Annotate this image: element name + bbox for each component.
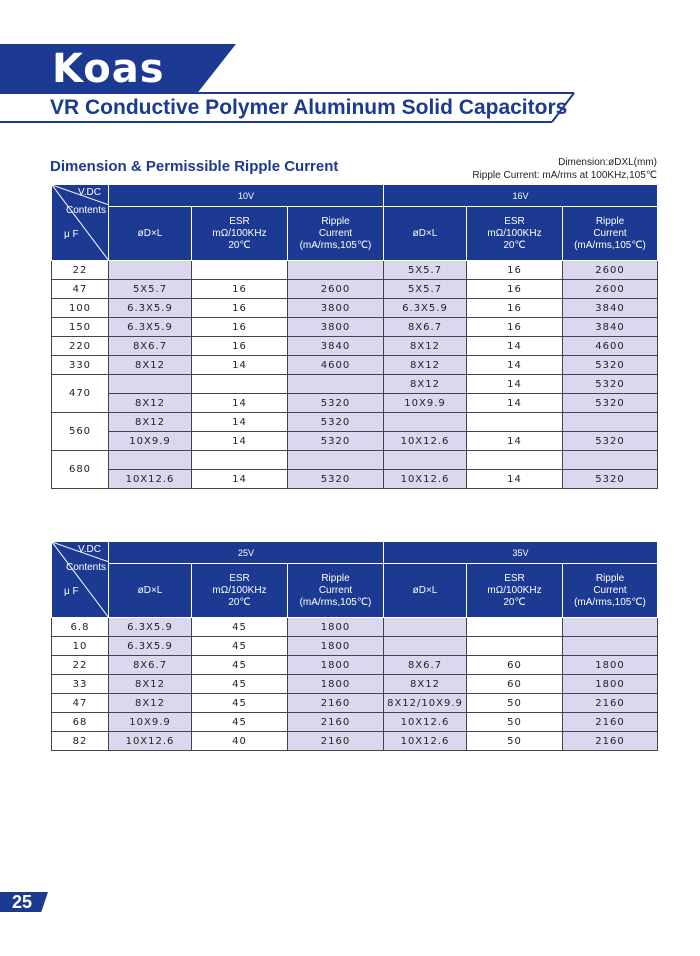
dimension-cell: 6.3X5.9 bbox=[384, 299, 467, 318]
esr-cell: 45 bbox=[192, 694, 288, 713]
esr-cell: 60 bbox=[467, 656, 563, 675]
esr-label: ESR bbox=[229, 215, 250, 227]
esr-unit: mΩ/100KHz bbox=[487, 584, 542, 596]
col-header-ripple bbox=[563, 564, 658, 618]
esr-cell: 14 bbox=[192, 356, 288, 375]
ripple-label: Ripple bbox=[321, 215, 350, 227]
ripple-cell: 2160 bbox=[563, 732, 658, 751]
ripple-cell: 1800 bbox=[563, 656, 658, 675]
esr-cell: 40 bbox=[192, 732, 288, 751]
table-row bbox=[52, 280, 658, 299]
esr-temp: 20℃ bbox=[503, 239, 526, 251]
dimension-cell: 8X6.7 bbox=[384, 318, 467, 337]
esr-cell bbox=[192, 261, 288, 280]
capacitance-cell: 82 bbox=[52, 732, 109, 751]
capacitance-cell: 47 bbox=[52, 694, 109, 713]
corner-vdc-label: V.DC bbox=[78, 544, 101, 555]
esr-label: ESR bbox=[229, 572, 250, 584]
voltage-header: 10V bbox=[109, 185, 384, 207]
col-header-esr bbox=[192, 207, 288, 261]
voltage-header: 25V bbox=[109, 542, 384, 564]
col-header-esr bbox=[467, 207, 563, 261]
esr-temp: 20℃ bbox=[228, 596, 251, 608]
esr-cell: 14 bbox=[467, 337, 563, 356]
table-row bbox=[52, 675, 658, 694]
spec-note bbox=[472, 156, 657, 182]
esr-label: ESR bbox=[504, 215, 525, 227]
capacitance-cell: 22 bbox=[52, 656, 109, 675]
esr-cell: 14 bbox=[192, 413, 288, 432]
dimension-cell bbox=[109, 451, 192, 470]
esr-cell bbox=[467, 618, 563, 637]
col-header-dimension: øD×L bbox=[384, 564, 467, 618]
capacitance-cell: 100 bbox=[52, 299, 109, 318]
ripple-label: Ripple bbox=[595, 572, 625, 584]
dimension-cell: 10X12.6 bbox=[384, 470, 467, 489]
voltage-header: 35V bbox=[384, 542, 658, 564]
dimension-cell: 5X5.7 bbox=[384, 261, 467, 280]
ripple-cell: 1800 bbox=[563, 675, 658, 694]
dimension-cell: 10X12.6 bbox=[109, 470, 192, 489]
capacitance-cell: 10 bbox=[52, 637, 109, 656]
esr-unit: mΩ/100KHz bbox=[212, 584, 267, 596]
spec-table-25v-35v bbox=[51, 541, 658, 751]
spec-table-10v-16v bbox=[51, 184, 658, 489]
esr-cell: 14 bbox=[467, 394, 563, 413]
capacitance-cell: 150 bbox=[52, 318, 109, 337]
capacitance-cell: 33 bbox=[52, 675, 109, 694]
ripple-cell bbox=[563, 618, 658, 637]
ripple-cell bbox=[563, 451, 658, 470]
ripple-cell: 5320 bbox=[563, 470, 658, 489]
dimension-cell: 8X12 bbox=[384, 337, 467, 356]
ripple-cell: 5320 bbox=[563, 375, 658, 394]
esr-cell bbox=[467, 451, 563, 470]
dimension-cell bbox=[384, 637, 467, 656]
esr-unit: mΩ/100KHz bbox=[487, 227, 542, 239]
note-dimension: Dimension:øDXL(mm) bbox=[558, 157, 657, 168]
esr-cell: 14 bbox=[467, 432, 563, 451]
dimension-cell: 10X12.6 bbox=[109, 732, 192, 751]
col-header-dimension: øD×L bbox=[109, 564, 192, 618]
col-header-ripple bbox=[288, 207, 384, 261]
corner-contents-label: Contents bbox=[66, 205, 107, 216]
ripple-cell: 2160 bbox=[288, 732, 384, 751]
table-row bbox=[52, 432, 658, 451]
dimension-cell: 10X9.9 bbox=[384, 394, 467, 413]
esr-temp: 20℃ bbox=[503, 596, 526, 608]
esr-cell: 45 bbox=[192, 713, 288, 732]
dimension-cell: 8X6.7 bbox=[109, 337, 192, 356]
dimension-cell bbox=[384, 413, 467, 432]
esr-cell: 14 bbox=[192, 470, 288, 489]
dimension-cell: 8X12 bbox=[109, 356, 192, 375]
corner-uf-label: μ F bbox=[64, 229, 79, 240]
table-corner-header bbox=[52, 542, 109, 618]
ripple-unit: (mA/rms,105℃) bbox=[299, 596, 372, 608]
ripple-cell: 1800 bbox=[288, 675, 384, 694]
corner-uf-label: μ F bbox=[64, 586, 79, 597]
ripple-label: Ripple bbox=[321, 572, 350, 584]
table-row bbox=[52, 299, 658, 318]
table-row bbox=[52, 318, 658, 337]
esr-cell: 45 bbox=[192, 618, 288, 637]
esr-cell bbox=[467, 413, 563, 432]
ripple-cell bbox=[563, 413, 658, 432]
ripple-unit: (mA/rms,105℃) bbox=[299, 239, 372, 251]
col-header-dimension: øD×L bbox=[109, 207, 192, 261]
dimension-cell: 8X12 bbox=[109, 394, 192, 413]
corner-vdc-label: V.DC bbox=[78, 187, 101, 198]
table-row bbox=[52, 637, 658, 656]
esr-cell: 45 bbox=[192, 675, 288, 694]
col-header-ripple bbox=[288, 564, 384, 618]
title-bottom-rule bbox=[0, 121, 552, 123]
capacitance-cell: 470 bbox=[52, 375, 109, 413]
esr-cell: 14 bbox=[467, 356, 563, 375]
table-row bbox=[52, 337, 658, 356]
dimension-cell: 8X12 bbox=[109, 694, 192, 713]
dimension-cell: 8X6.7 bbox=[109, 656, 192, 675]
ripple-cell: 1800 bbox=[288, 637, 384, 656]
col-header-ripple bbox=[563, 207, 658, 261]
dimension-cell bbox=[384, 618, 467, 637]
dimension-cell: 10X9.9 bbox=[109, 432, 192, 451]
esr-cell: 45 bbox=[192, 656, 288, 675]
ripple-cell: 3800 bbox=[288, 318, 384, 337]
esr-cell: 16 bbox=[192, 299, 288, 318]
title-top-rule bbox=[0, 92, 574, 94]
ripple-cell: 2600 bbox=[563, 280, 658, 299]
dimension-cell: 8X12 bbox=[384, 675, 467, 694]
table-row bbox=[52, 732, 658, 751]
esr-cell: 45 bbox=[192, 637, 288, 656]
ripple-cell: 3840 bbox=[563, 299, 658, 318]
capacitance-cell: 220 bbox=[52, 337, 109, 356]
dimension-cell: 6.3X5.9 bbox=[109, 318, 192, 337]
ripple-label-2: Current bbox=[593, 227, 627, 239]
voltage-header: 16V bbox=[384, 185, 658, 207]
table-row bbox=[52, 656, 658, 675]
ripple-cell: 5320 bbox=[288, 470, 384, 489]
page-number: 25 bbox=[12, 892, 33, 912]
esr-cell: 16 bbox=[467, 299, 563, 318]
ripple-cell: 3840 bbox=[563, 318, 658, 337]
capacitance-cell: 330 bbox=[52, 356, 109, 375]
esr-cell: 16 bbox=[467, 318, 563, 337]
dimension-cell: 8X12 bbox=[384, 356, 467, 375]
esr-cell: 14 bbox=[467, 375, 563, 394]
esr-unit: mΩ/100KHz bbox=[212, 227, 267, 239]
ripple-cell bbox=[288, 375, 384, 394]
dimension-cell: 8X12 bbox=[109, 675, 192, 694]
table-row bbox=[52, 713, 658, 732]
ripple-cell: 1800 bbox=[288, 656, 384, 675]
ripple-label-2: Current bbox=[593, 584, 627, 596]
table-row bbox=[52, 394, 658, 413]
capacitance-cell: 68 bbox=[52, 713, 109, 732]
table-row bbox=[52, 261, 658, 280]
esr-cell: 14 bbox=[192, 432, 288, 451]
table-row bbox=[52, 618, 658, 637]
esr-cell: 60 bbox=[467, 675, 563, 694]
esr-cell: 16 bbox=[467, 261, 563, 280]
ripple-cell: 1800 bbox=[288, 618, 384, 637]
dimension-cell bbox=[109, 261, 192, 280]
ripple-cell: 2600 bbox=[288, 280, 384, 299]
ripple-cell: 2160 bbox=[288, 694, 384, 713]
esr-cell: 16 bbox=[192, 337, 288, 356]
capacitance-cell: 680 bbox=[52, 451, 109, 489]
ripple-label: Ripple bbox=[595, 215, 625, 227]
note-ripple: Ripple Current: mA/rms at 100KHz,105℃ bbox=[472, 170, 657, 181]
dimension-cell: 6.3X5.9 bbox=[109, 637, 192, 656]
ripple-cell bbox=[563, 637, 658, 656]
esr-cell bbox=[467, 637, 563, 656]
ripple-label-2: Current bbox=[318, 227, 353, 239]
dimension-cell: 10X9.9 bbox=[109, 713, 192, 732]
dimension-cell: 5X5.7 bbox=[384, 280, 467, 299]
capacitance-cell: 47 bbox=[52, 280, 109, 299]
ripple-cell: 3800 bbox=[288, 299, 384, 318]
esr-cell: 16 bbox=[192, 318, 288, 337]
esr-label: ESR bbox=[504, 572, 525, 584]
table-row bbox=[52, 375, 658, 394]
dimension-cell: 8X12/10X9.9 bbox=[384, 694, 467, 713]
esr-cell bbox=[192, 375, 288, 394]
brand-logo: Koas bbox=[52, 46, 165, 92]
dimension-cell bbox=[109, 375, 192, 394]
dimension-cell: 10X12.6 bbox=[384, 432, 467, 451]
dimension-cell: 10X12.6 bbox=[384, 713, 467, 732]
col-header-esr bbox=[192, 564, 288, 618]
dimension-cell: 5X5.7 bbox=[109, 280, 192, 299]
ripple-cell: 4600 bbox=[288, 356, 384, 375]
product-title: VR Conductive Polymer Aluminum Solid Capacitors bbox=[50, 96, 568, 119]
ripple-label-2: Current bbox=[318, 584, 353, 596]
table-row bbox=[52, 694, 658, 713]
esr-cell: 14 bbox=[192, 394, 288, 413]
table-row bbox=[52, 413, 658, 432]
esr-cell: 50 bbox=[467, 694, 563, 713]
ripple-cell: 5320 bbox=[288, 413, 384, 432]
ripple-cell: 2160 bbox=[563, 713, 658, 732]
esr-cell: 50 bbox=[467, 713, 563, 732]
dimension-cell bbox=[384, 451, 467, 470]
ripple-cell: 2160 bbox=[288, 713, 384, 732]
capacitance-cell: 560 bbox=[52, 413, 109, 451]
capacitance-cell: 22 bbox=[52, 261, 109, 280]
dimension-cell: 6.3X5.9 bbox=[109, 299, 192, 318]
ripple-unit: (mA/rms,105℃) bbox=[574, 596, 646, 608]
ripple-cell: 5320 bbox=[288, 432, 384, 451]
dimension-cell: 8X12 bbox=[109, 413, 192, 432]
dimension-cell: 6.3X5.9 bbox=[109, 618, 192, 637]
ripple-cell: 5320 bbox=[563, 356, 658, 375]
table-row bbox=[52, 470, 658, 489]
dimension-cell: 8X6.7 bbox=[384, 656, 467, 675]
ripple-cell: 2600 bbox=[563, 261, 658, 280]
corner-contents-label: Contents bbox=[66, 562, 107, 573]
ripple-cell bbox=[288, 451, 384, 470]
col-header-esr bbox=[467, 564, 563, 618]
ripple-cell: 2160 bbox=[563, 694, 658, 713]
ripple-cell: 5320 bbox=[563, 432, 658, 451]
dimension-cell: 10X12.6 bbox=[384, 732, 467, 751]
table-row bbox=[52, 451, 658, 470]
col-header-dimension: øD×L bbox=[384, 207, 467, 261]
dimension-cell: 8X12 bbox=[384, 375, 467, 394]
esr-cell: 16 bbox=[192, 280, 288, 299]
capacitance-cell: 6.8 bbox=[52, 618, 109, 637]
ripple-cell: 5320 bbox=[288, 394, 384, 413]
ripple-cell bbox=[288, 261, 384, 280]
esr-cell: 16 bbox=[467, 280, 563, 299]
esr-cell: 14 bbox=[467, 470, 563, 489]
table-corner-header bbox=[52, 185, 109, 261]
esr-cell bbox=[192, 451, 288, 470]
ripple-cell: 4600 bbox=[563, 337, 658, 356]
ripple-unit: (mA/rms,105℃) bbox=[574, 239, 646, 251]
section-title: Dimension & Permissible Ripple Current bbox=[50, 158, 339, 175]
ripple-cell: 5320 bbox=[563, 394, 658, 413]
esr-temp: 20℃ bbox=[228, 239, 251, 251]
esr-cell: 50 bbox=[467, 732, 563, 751]
ripple-cell: 3840 bbox=[288, 337, 384, 356]
table-row bbox=[52, 356, 658, 375]
